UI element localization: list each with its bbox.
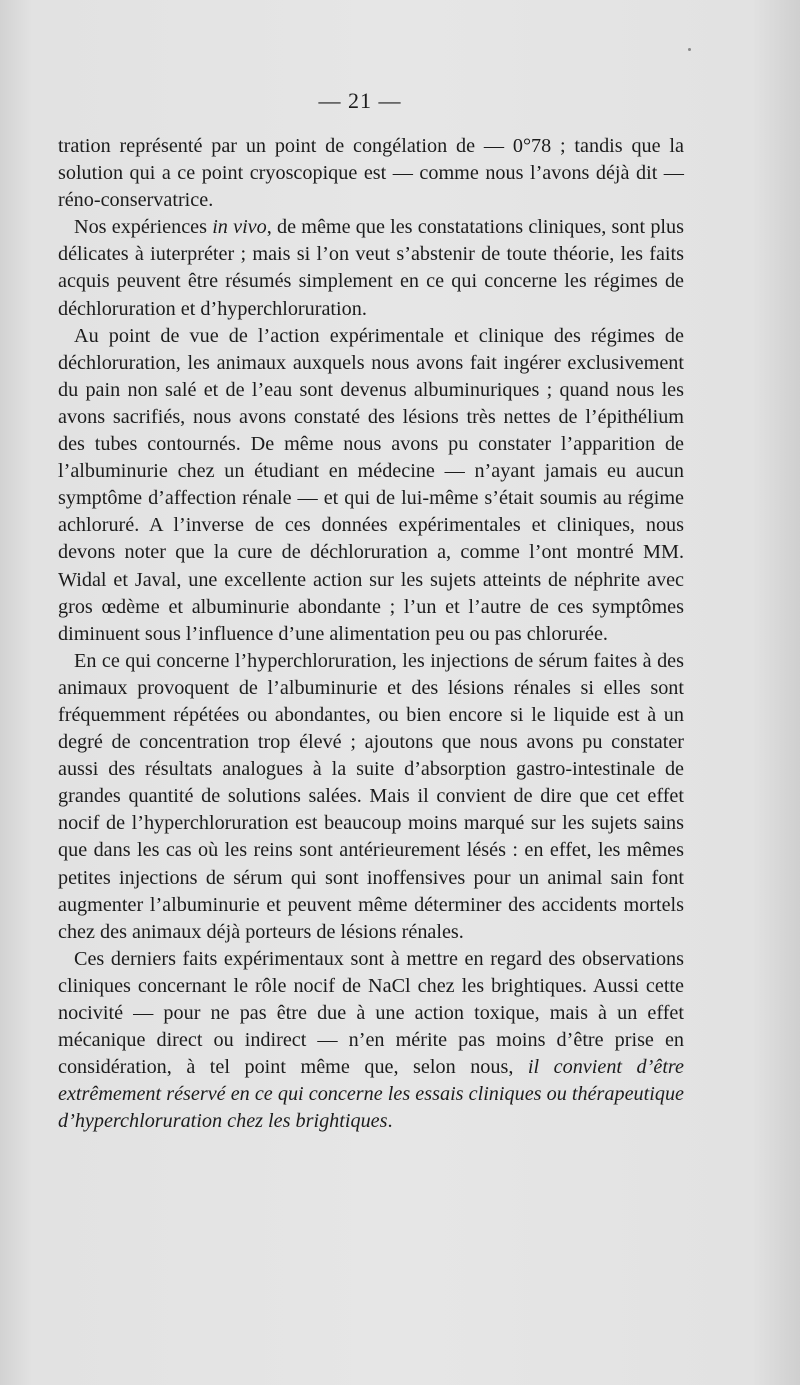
paragraph-4-text: En ce qui concerne l’hyperchloruration, les injections de sérum faites à des animaux provoquent de l’albuminurie et des lésions rénales si elles sont fréquemment répétées ou abondantes, ou bien encore si le liquide est à un degré de concentration trop élevé ; ajoutons que nous avons pu constater aussi des résultats analogues à la suite d’absorption gastro-intestinale de grandes quantité de solutions salées. Mais il convient de dire que cet effet nocif de l’hyperchloruration est beaucoup moins marqué sur les sujets sains que dans les cas où les reins sont antérieurement lésés : en effet, les mêmes petites injections de sérum qui sont inoffensives pour un animal sain font augmenter l’albuminurie et peuvent même déterminer des accidents mortels chez des animaux déjà porteurs de lésions rénales. xyxy=(58,649,684,943)
paragraph-1-text: tration représenté par un point de congélation de — 0°78 ; tandis que la solution qui a ce point cryoscopique est — comme nous l’avons déjà dit — réno-conservatrice. xyxy=(58,135,684,212)
paragraph-3-text: Au point de vue de l’action expérimentale et clinique des régimes de déchloruration, les animaux auxquels nous avons fait ingérer exclusivement du pain non salé et de l’eau sont devenus albuminuriques ; quand nous les avons sacrifiés, nous avons constaté des lésions très nettes de l’épithélium des tubes contournés. De même nous avons pu constater l’apparition de l’albuminurie chez un étudiant en médecine — n’ayant jamais eu aucun symptôme d’affection rénale — et qui de lui-même s’était soumis au régime achloruré. A l’inverse de ces données expérimentales et cliniques, nous devons noter que la cure de déchloruration a, comme l’ont montré MM. Widal et Javal, une excellente action sur les sujets atteints de néphrite avec gros œdème et albuminurie abondante ; l’un et l’autre de ces symptômes diminuent sous l’influence d’une alimentation peu ou pas chlorurée. xyxy=(58,324,684,645)
paragraph-3 xyxy=(58,323,684,648)
paragraph-5-after: . xyxy=(387,1110,393,1133)
paragraph-5-before: Ces derniers faits expérimentaux sont à mettre en regard des observations cliniques concernant le rôle nocif de NaCl chez les brightiques. Aussi cette nocivité — pour ne pas être due à une action toxique, mais à un effet mécanique direct ou indirect — n’en mérite pas moins d’être prise en considération, à tel point même que, selon nous, xyxy=(58,947,684,1079)
paper-speck xyxy=(688,48,691,51)
paragraph-5 xyxy=(58,946,684,1136)
paragraph-4 xyxy=(58,648,684,946)
paragraph-5-emphasis: il convient d’être extrêmement réservé en ce qui concerne les essais cliniques ou thérapeutique d’hyperchloruration chez les brightiques xyxy=(58,1056,684,1133)
paragraph-2-after: , de même que les constatations cliniques, sont plus délicates à iuterpréter ; mais si l’on veut s’abstenir de toute théorie, les faits acquis peuvent être résumés simplement en ce qui concerne les régimes de déchloruration et d’hyperchloruration. xyxy=(58,216,684,320)
paragraph-2-emphasis: in vivo xyxy=(212,216,267,239)
paragraph-2-before: Nos expériences xyxy=(74,216,213,239)
paragraph-1 xyxy=(58,133,684,214)
paragraph-2 xyxy=(58,214,684,322)
page-number: — 21 — xyxy=(318,88,402,113)
body-text xyxy=(58,133,684,1135)
